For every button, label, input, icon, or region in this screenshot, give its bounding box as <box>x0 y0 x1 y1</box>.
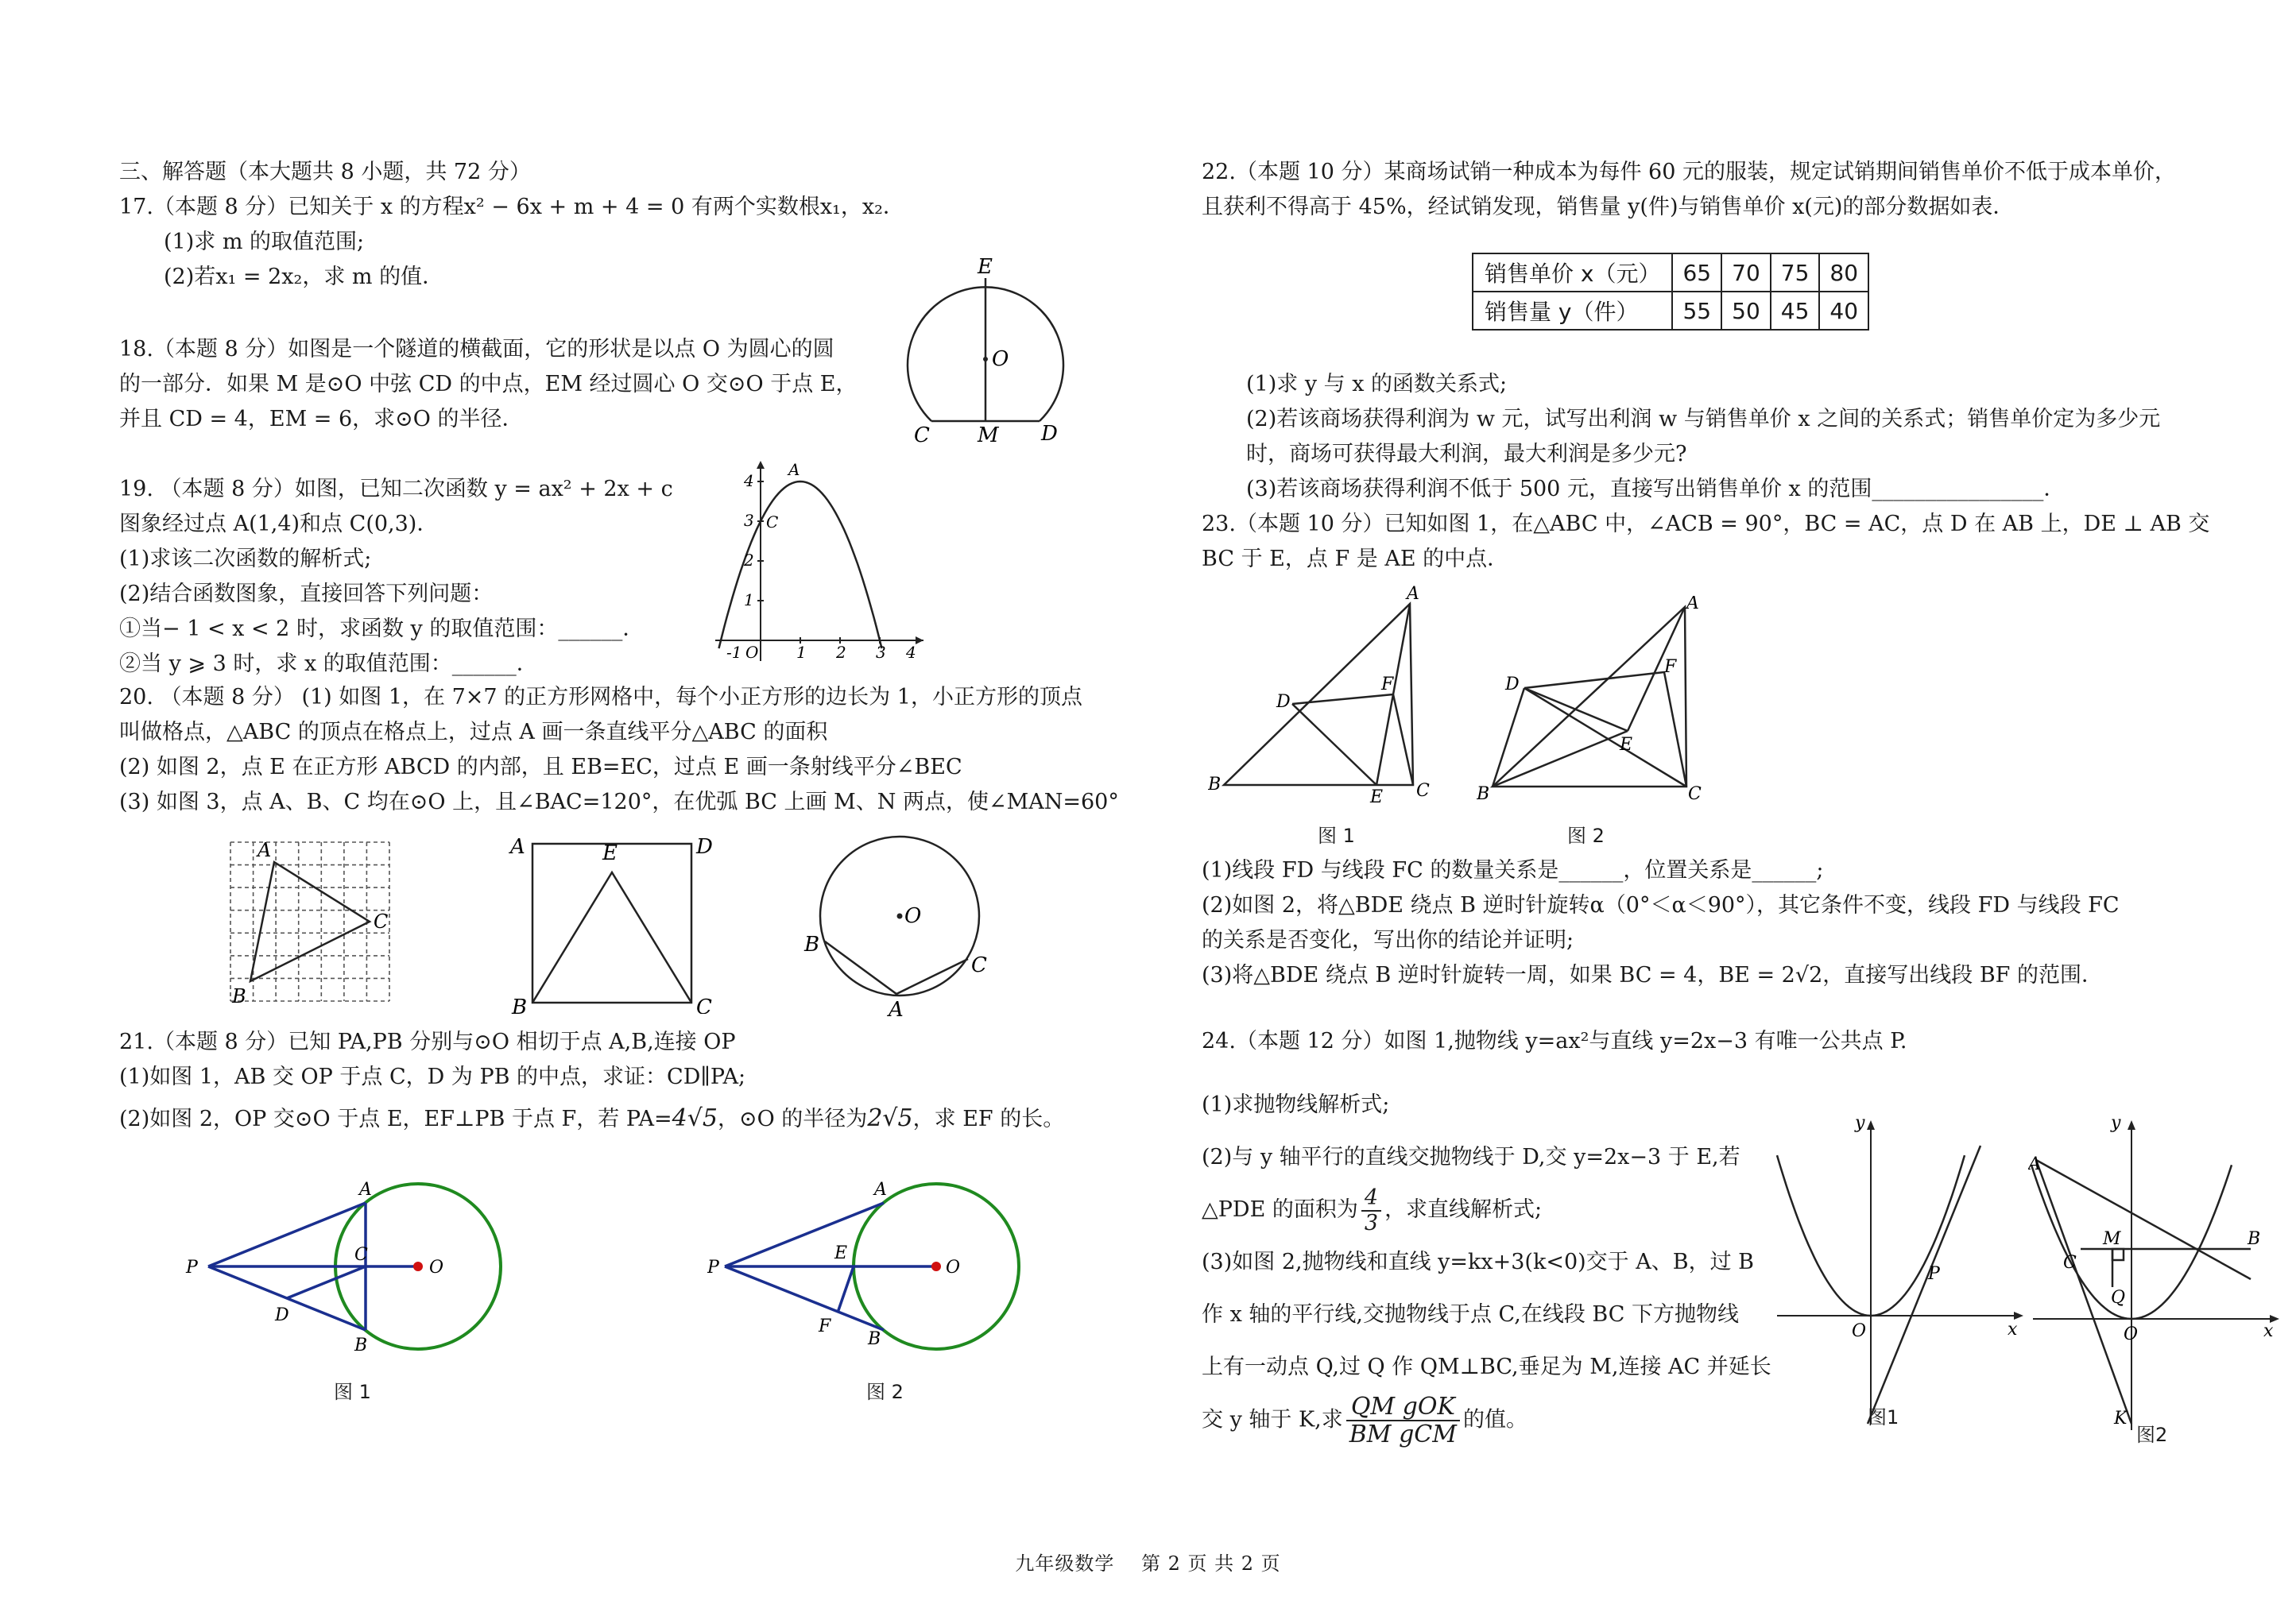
table-head: 销售量 y（件） <box>1473 292 1672 330</box>
label-D: D <box>1041 422 1058 446</box>
table-head: 销售单价 x（元） <box>1473 253 1672 292</box>
q22-part1: (1)求 y 与 x 的函数关系式; <box>1246 372 1508 396</box>
label-F: F <box>819 1316 831 1336</box>
label-O: O <box>992 347 1009 371</box>
label-E: E <box>978 255 993 279</box>
table-cell: 45 <box>1771 292 1820 330</box>
q21-line2: (1)如图 1，AB 交 OP 于点 C，D 为 PB 的中点，求证：CD∥PA; <box>119 1065 746 1089</box>
tick-y: 1 <box>744 590 754 609</box>
tick-x: 1 <box>796 643 807 662</box>
q23-part1: (1)线段 FD 与线段 FC 的数量关系是______，位置关系是______; <box>1202 858 1824 883</box>
label-K: K <box>2114 1409 2128 1429</box>
q18-line1: 18.（本题 8 分）如图是一个隧道的横截面，它的形状是以点 O 为圆心的圆 <box>119 337 834 362</box>
q21-text <box>119 1025 1064 1137</box>
q19-line2: 图象经过点 A(1,4)和点 C(0,3)． <box>119 512 439 536</box>
label-C: C <box>354 1245 368 1265</box>
q19-line1: 19. （本题 8 分）如图，已知二次函数 y = ax² + 2x + c <box>119 477 673 501</box>
tick-x: 3 <box>876 643 886 662</box>
table-cell: 75 <box>1771 253 1820 292</box>
tick-y: 4 <box>744 471 754 490</box>
q23-part2a: (2)如图 2，将△BDE 绕点 B 逆时针旋转α（0°＜α＜90°），其它条件不变，线段 FD 与线段 FC <box>1202 893 2120 918</box>
label-B: B <box>868 1329 881 1349</box>
table-cell: 70 <box>1721 253 1771 292</box>
table-cell: 50 <box>1721 292 1771 330</box>
q24-figure-2 <box>2028 1112 2282 1449</box>
label-C: C <box>1416 781 1430 801</box>
label-O: O <box>1852 1321 1867 1341</box>
area-fraction: $\frac{4}{3}$ <box>1361 1186 1381 1235</box>
point-A-label: A <box>788 460 800 479</box>
label-P: P <box>1928 1264 1940 1284</box>
table-cell: 65 <box>1672 253 1721 292</box>
label-C: C <box>2063 1253 2077 1273</box>
price-table <box>1472 253 1869 331</box>
label-D: D <box>1276 692 1291 712</box>
point-C-label: C <box>766 512 779 532</box>
q19-line4: (2)结合函数图象，直接回答下列问题： <box>119 582 494 606</box>
q24-part2a: (2)与 y 轴平行的直线交抛物线于 D,交 y=2x−3 于 E,若 <box>1202 1145 1740 1170</box>
q22-part3: (3)若该商场获得利润不低于 500 元，直接写出销售单价 x 的范围________________． <box>1246 477 2066 501</box>
q24-part3c: 上有一动点 Q,过 Q 作 QM⊥BC,垂足为 M,连接 AC 并延长 <box>1202 1355 1771 1379</box>
label-C: C <box>374 911 389 933</box>
table-row <box>1473 253 1868 292</box>
q21-caption-1: 图 1 <box>334 1381 371 1403</box>
radius-value: 2√5 <box>867 1104 913 1132</box>
q24-caption-1: 图1 <box>1868 1406 1899 1429</box>
label-O: O <box>2124 1324 2139 1344</box>
q22-parts <box>1202 367 2227 577</box>
q23-parts <box>1202 853 2227 993</box>
q23-figure-1 <box>1208 580 1446 847</box>
q20-grid-figure <box>223 834 397 1014</box>
label-y: y <box>2111 1113 2121 1133</box>
table-cell: 40 <box>1819 292 1868 330</box>
page-footer: 九年级数学 第 2 页 共 2 页 <box>1015 1552 1281 1575</box>
q21-line1: 21.（本题 8 分）已知 PA,PB 分别与⊙O 相切于点 A,B,连接 OP <box>119 1030 736 1054</box>
q22-line1: 22.（本题 10 分）某商场试销一种成本为每件 60 元的服装，规定试销期间销售单价不低于成本单价， <box>1202 160 2176 184</box>
label-B: B <box>804 933 820 957</box>
q19-text <box>119 472 673 682</box>
q17-part2: (2)若x₁ = 2x₂，求 m 的值． <box>164 265 444 289</box>
q24-part2b: △PDE 的面积为 $\frac{4}{3}$ ，求直线解析式; <box>1202 1185 1543 1235</box>
label-E: E <box>834 1243 848 1263</box>
q23-figure-2 <box>1477 596 1715 847</box>
label-B: B <box>1208 775 1222 795</box>
label-P: P <box>186 1258 198 1278</box>
label-x: x <box>2263 1321 2274 1341</box>
q24-text <box>1202 1015 1907 1448</box>
q22-part2a: (2)若该商场获得利润为 w 元，试写出利润 w 与销售单价 x 之间的关系式；销售单价定为多少元 <box>1246 407 2161 431</box>
q22-part2b: 时，商场可获得最大利润，最大利润是多少元? <box>1246 442 1687 466</box>
label-A: A <box>889 998 904 1021</box>
q23-caption-2: 图 2 <box>1567 825 1605 847</box>
price-table-wrap <box>1472 253 1869 331</box>
q19-line3: (1)求该二次函数的解析式; <box>119 547 372 571</box>
q24-part3a: (3)如图 2,抛物线和直线 y=kx+3(k<0)交于 A、B，过 B <box>1202 1250 1755 1274</box>
label-C: C <box>914 423 930 447</box>
label-P: P <box>707 1258 719 1278</box>
q24-caption-2: 图2 <box>2136 1424 2168 1446</box>
label-E: E <box>1370 787 1384 807</box>
label-D: D <box>1505 675 1520 694</box>
label-O: O <box>429 1258 444 1278</box>
q23-line2: BC 于 E，点 F 是 AE 的中点． <box>1202 547 1509 571</box>
label-C: C <box>696 996 712 1014</box>
tick-origin: O <box>745 643 759 662</box>
label-A: A <box>359 1180 372 1200</box>
label-B: B <box>354 1336 368 1355</box>
q21-line3: (2)如图 2，OP 交⊙O 于点 E，EF⊥PB 于点 F，若 PA=4√5，⊙O 的半径为2√5，求 EF 的长。 <box>119 1104 1065 1132</box>
q20-line2: 叫做格点，△ABC 的顶点在格点上，过点 A 画一条直线平分△ABC 的面积 <box>119 720 828 744</box>
tick-x: -1 <box>726 643 742 662</box>
label-C: C <box>971 953 987 977</box>
label-O: O <box>946 1258 961 1278</box>
q19-line6: ②当 y ⩾ 3 时，求 x 的取值范围：______． <box>119 651 538 676</box>
q18-line3: 并且 CD = 4，EM = 6，求⊙O 的半径． <box>119 407 524 431</box>
q24-part3d: 交 y 轴于 K,求 $\frac{\text{QM gOK}}{\text{BM gCM}}$ 的值。 <box>1202 1393 1527 1448</box>
tick-y: 2 <box>744 551 754 570</box>
q23-caption-1: 图 1 <box>1318 825 1355 847</box>
tick-y: 3 <box>744 511 754 530</box>
q18-figure <box>898 254 1073 456</box>
label-D: D <box>275 1305 289 1325</box>
label-E: E <box>602 841 618 865</box>
label-B: B <box>1477 784 1490 804</box>
label-C: C <box>1688 784 1702 804</box>
q17-stem: 17.（本题 8 分）已知关于 x 的方程x² − 6x + m + 4 = 0 有两个实数根x₁，x₂． <box>119 195 904 219</box>
pa-value: 4√5 <box>672 1104 718 1132</box>
q20-line1: 20. （本题 8 分） (1) 如图 1，在 7×7 的正方形网格中，每个小正方形的边长为 1，小正方形的顶点 <box>119 685 1082 709</box>
q20-circle-figure <box>795 830 1009 1024</box>
q24-figure-1 <box>1772 1112 2027 1433</box>
label-B: B <box>512 996 528 1014</box>
table-cell: 80 <box>1819 253 1868 292</box>
table-cell: 55 <box>1672 292 1721 330</box>
label-x: x <box>2008 1320 2018 1340</box>
label-D: D <box>696 835 713 859</box>
q22-line2: 且获利不得高于 45%，经试销发现，销售量 y(件)与销售单价 x(元)的部分数据如表． <box>1202 195 2015 219</box>
tick-x: 2 <box>836 643 846 662</box>
q23-part3: (3)将△BDE 绕点 B 逆时针旋转一周，如果 BC = 4，BE = 2√2，直接写出线段 BF 的范围． <box>1202 963 2103 988</box>
section-title: 三、解答题（本大题共 8 小题，共 72 分） <box>119 160 531 184</box>
q18-line2: 的一部分．如果 M 是⊙O 中弦 CD 的中点，EM 经过圆心 O 交⊙O 于点 E， <box>119 372 858 396</box>
q23-line1: 23.（本题 10 分）已知如图 1，在△ABC 中，∠ACB = 90°，BC = AC，点 D 在 AB 上，DE ⊥ AB 交 <box>1202 512 2210 536</box>
q18-text <box>119 332 858 437</box>
q19-graph <box>699 453 930 671</box>
q20-line4: (3) 如图 3，点 A、B、C 均在⊙O 上，且∠BAC=120°，在优弧 BC 上画 M、N 两点，使∠MAN=60° <box>119 790 1119 814</box>
label-O: O <box>904 904 922 928</box>
table-row <box>1473 292 1868 330</box>
label-F: F <box>1381 675 1394 694</box>
q19-line5: ①当− 1 < x < 2 时，求函数 y 的取值范围：______． <box>119 617 645 641</box>
label-A: A <box>874 1180 887 1200</box>
q23-part2b: 的关系是否变化，写出你的结论并证明; <box>1202 928 1574 953</box>
label-A: A <box>510 835 525 859</box>
q20-square-figure <box>509 831 723 1017</box>
label-A: A <box>1686 596 1699 613</box>
q22-text <box>1202 155 2227 225</box>
q21-figure-1 <box>175 1168 509 1409</box>
label-y: y <box>1855 1113 1865 1133</box>
label-F: F <box>1664 657 1677 677</box>
label-B: B <box>232 985 246 1007</box>
label-E: E <box>1620 735 1633 755</box>
tick-x: 4 <box>906 643 916 662</box>
label-B: B <box>2248 1229 2261 1249</box>
label-A: A <box>1407 584 1419 604</box>
label-A: A <box>2028 1154 2041 1174</box>
q24-line1: 24.（本题 12 分）如图 1,抛物线 y=ax²与直线 y=2x−3 有唯一公共点 P. <box>1202 1029 1907 1054</box>
label-M: M <box>978 423 999 447</box>
q20-text <box>119 680 1119 820</box>
label-Q: Q <box>2111 1288 2126 1308</box>
label-A: A <box>257 839 272 861</box>
q21-figure-2 <box>707 1168 1041 1409</box>
q17-part1: (1)求 m 的取值范围; <box>164 230 365 254</box>
ratio-fraction: $\frac{\text{QM gOK}}{\text{BM gCM}}$ <box>1346 1394 1460 1448</box>
q24-part3b: 作 x 轴的平行线,交抛物线于点 C,在线段 BC 下方抛物线 <box>1202 1302 1740 1327</box>
q21-caption-2: 图 2 <box>866 1381 904 1403</box>
q20-line3: (2) 如图 2，点 E 在正方形 ABCD 的内部，且 EB=EC，过点 E 画一条射线平分∠BEC <box>119 755 962 779</box>
label-M: M <box>2103 1229 2121 1249</box>
q24-part1: (1)求抛物线解析式; <box>1202 1092 1390 1117</box>
